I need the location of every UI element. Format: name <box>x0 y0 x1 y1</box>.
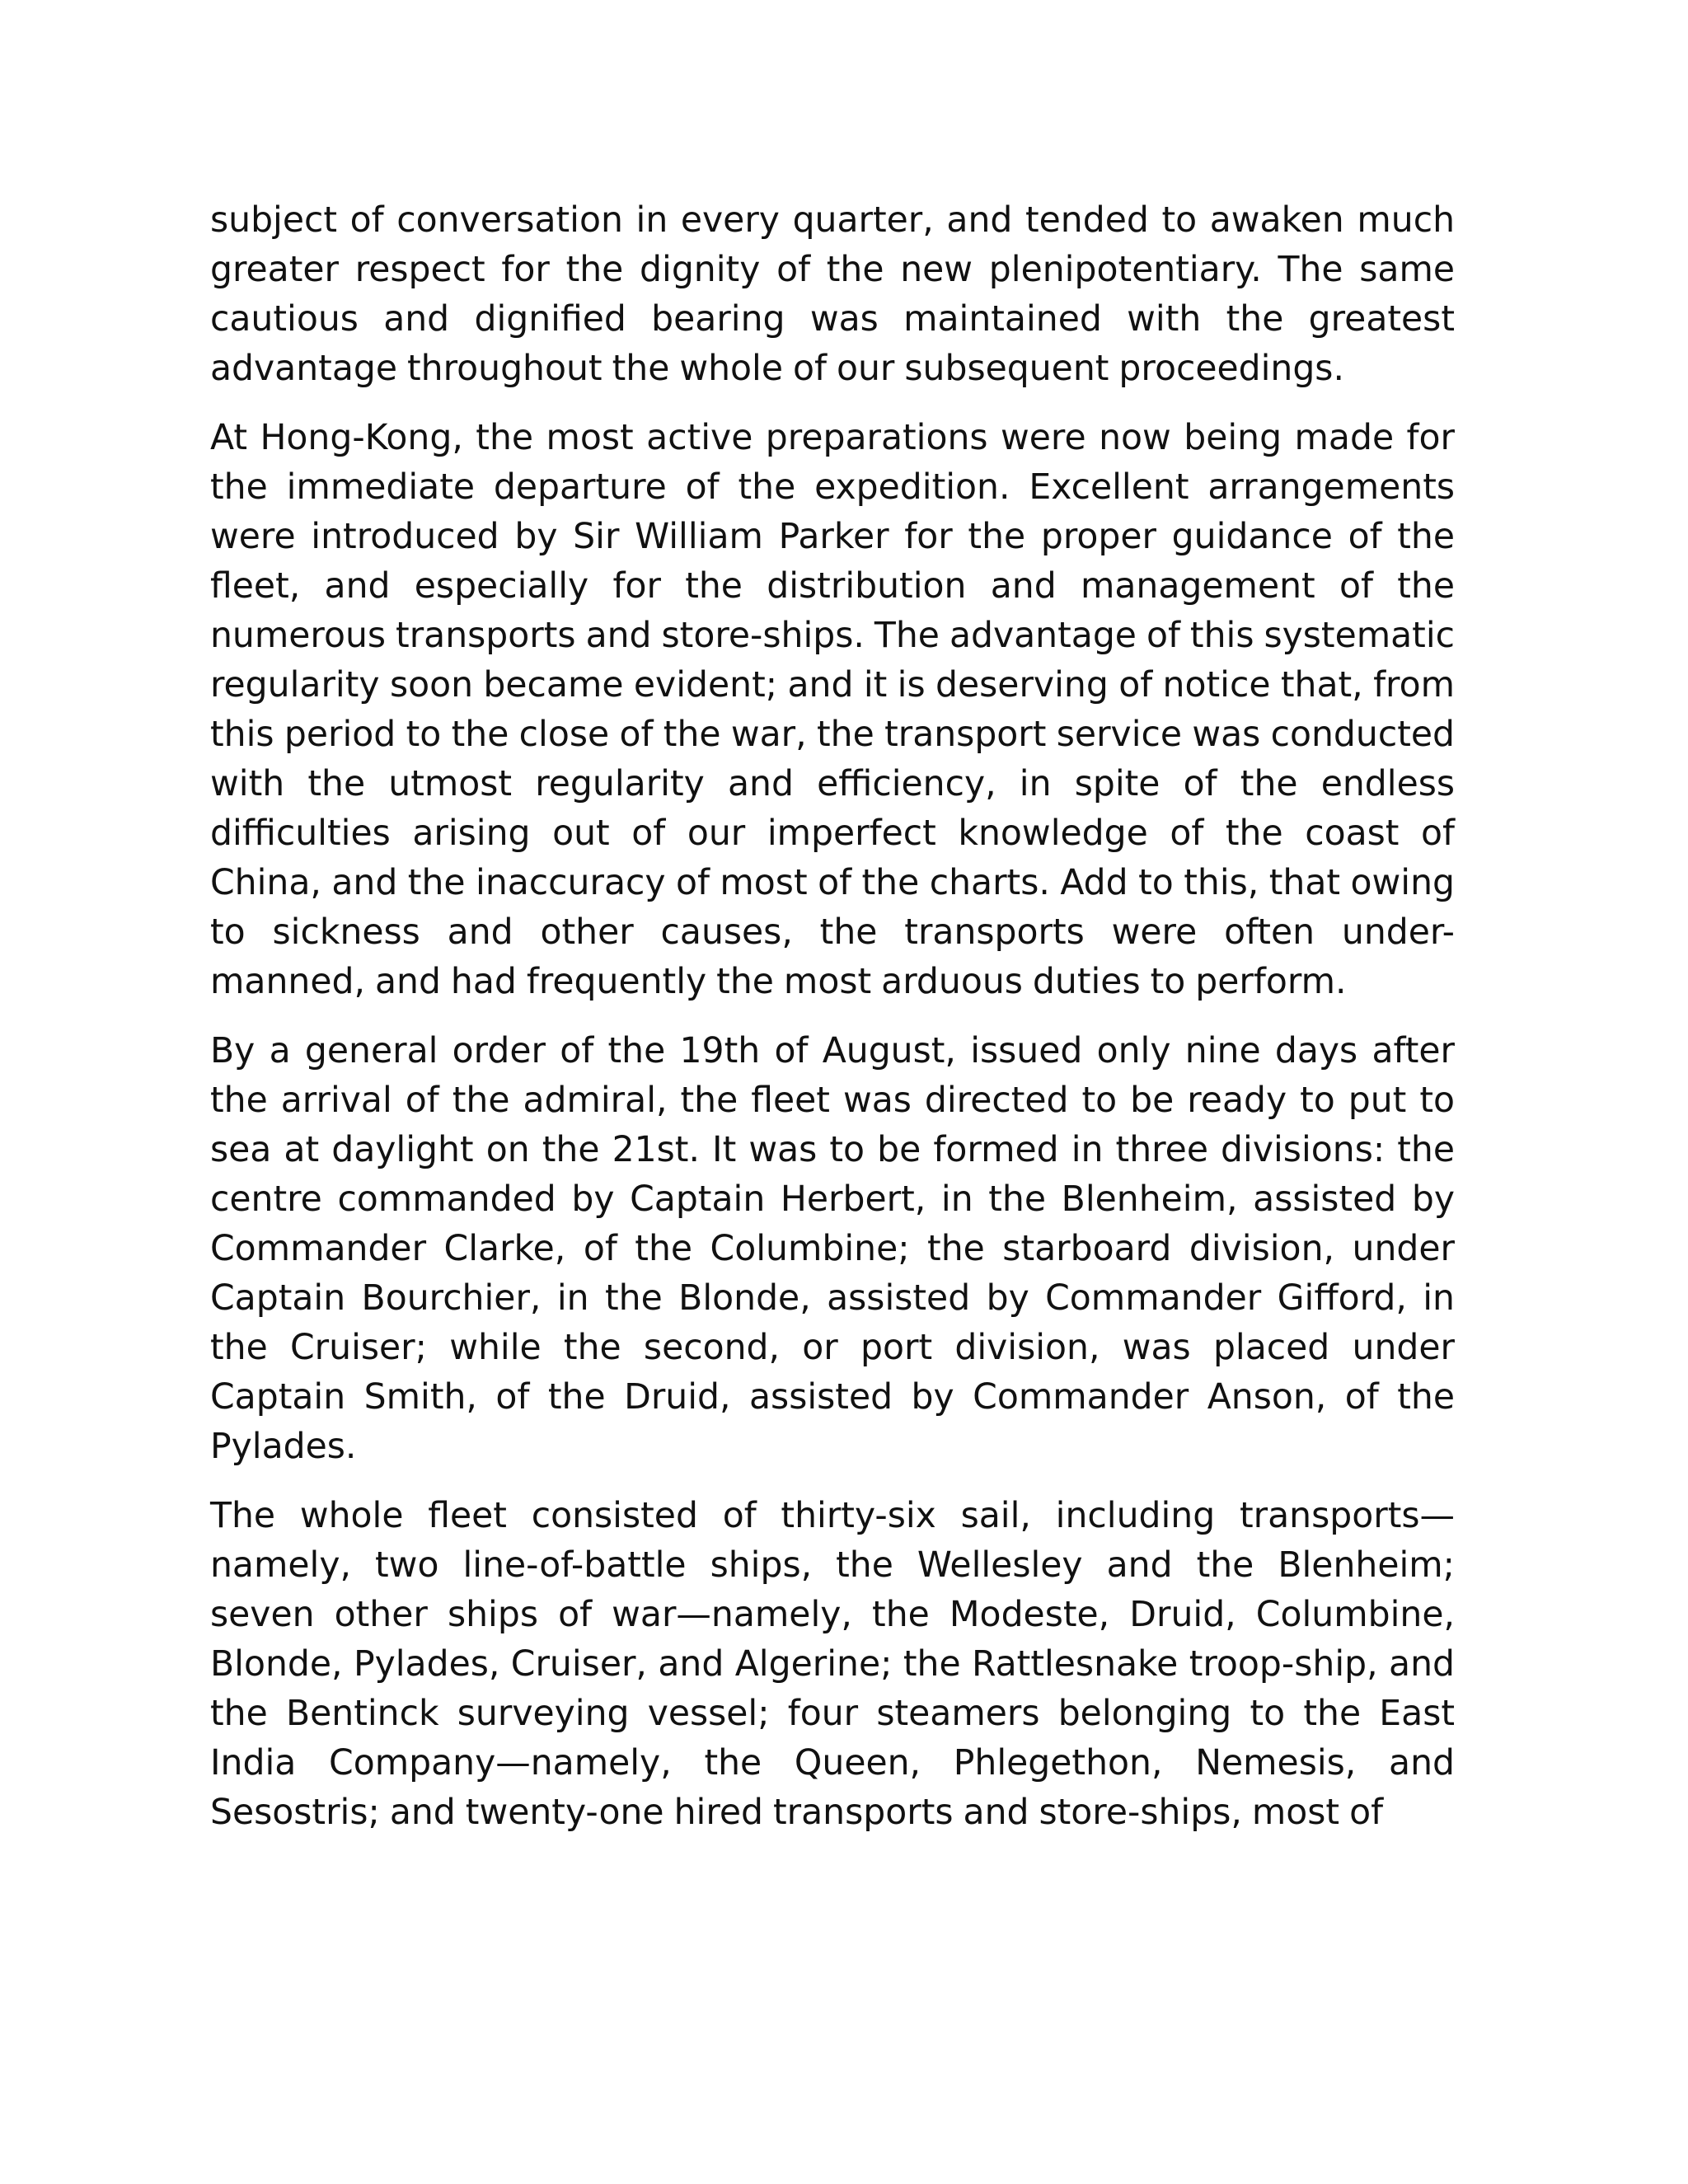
paragraph-1: subject of conversation in every quarter, and tended to awaken much greater respect for the dignity of the new plenipotentiary. The same cautious and dignified bearing was maintained with the greatest advantage throughout the whole of our subsequent proceedings. <box>210 200 1455 389</box>
paragraph-3: By a general order of the 19th of August, issued only nine days after the arrival of the admiral, the fleet was directed to be ready to put to sea at daylight on the 21st. It was to be formed in three divisions: the centre commanded by Captain Herbert, in the Blenheim, assisted by Commander Clarke, of the Columbine; the starboard division, under Captain Bourchier, in the Blonde, assisted by Commander Gifford, in the Cruiser; while the second, or port division, was placed under Captain Smith, of the Druid, assisted by Commander Anson, of the Pylades. <box>210 1031 1455 1467</box>
paragraph-4: The whole fleet consisted of thirty-six sail, including transports— namely, two line-of-battle ships, the Wellesley and the Blenheim; seven other ships of war—namely, the Modeste, Druid, Columbine, Blonde, Pylades, Cruiser, and Algerine; the Rattlesnake troop-ship, and the Bentinck surveying vessel; four steamers belonging to the East India Company—namely, the Queen, Phlegethon, Nemesis, and Sesostris; and twenty-one hired transports and store-ships, most of <box>210 1496 1455 1833</box>
paragraph-2: At Hong-Kong, the most active preparations were now being made for the immediate departure of the expedition. Excellent arrangements were introduced by Sir William Parker for the proper guidance of the fleet, and especially for the distribution and management of the numerous transports and store-ships. The advantage of this systematic regularity soon became evident; and it is deserving of notice that, from this period to the close of the war, the transport service was conducted with the utmost regularity and efficiency, in spite of the endless difficulties arising out of our imperfect knowledge of the coast of China, and the inaccuracy of most of the charts. Add to this, that owing to sickness and other causes, the transports were often under-manned, and had frequently the most arduous duties to perform. <box>210 418 1456 1002</box>
document-page <box>210 196 1455 1858</box>
